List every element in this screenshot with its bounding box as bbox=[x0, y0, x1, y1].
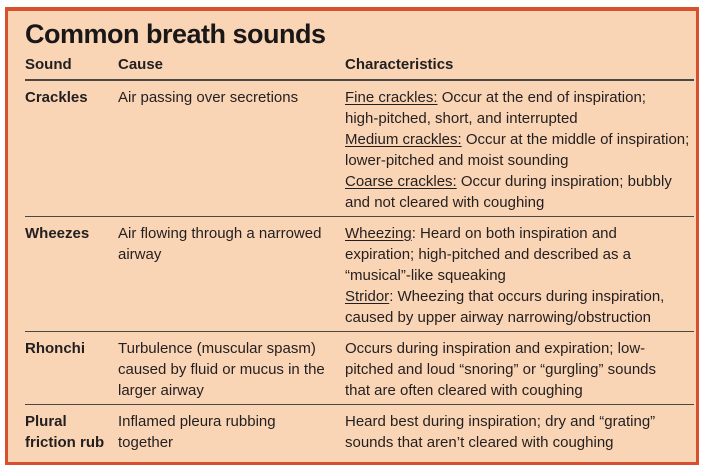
characteristics-text: Heard best during inspiration; dry and “grating” sounds that aren’t cleared with coughing bbox=[345, 413, 656, 451]
breath-sounds-table-panel bbox=[5, 7, 699, 465]
characteristics-text: Wheezing: Heard on both inspiration and expiration; high-pitched and described as a “musical”-like squeaking Stridor: Wheezing that occurs during inspiration, caused by upper airway narrowing/obstruction bbox=[345, 225, 665, 326]
cause-text: Inflamed pleura rubbing together bbox=[118, 413, 276, 451]
sound-name: Wheezes bbox=[25, 225, 90, 242]
table-row-rhonchi bbox=[25, 331, 694, 404]
table-row-crackles bbox=[25, 81, 694, 216]
page-title: Common breath sounds bbox=[25, 19, 326, 49]
underlined-term: Coarse crackles: bbox=[345, 173, 457, 190]
underlined-term: Fine crackles: bbox=[345, 89, 438, 106]
underlined-term: Wheezing bbox=[345, 225, 412, 242]
underlined-term: Medium crackles: bbox=[345, 131, 462, 148]
cause-text: Air flowing through a narrowed airway bbox=[118, 225, 322, 263]
sound-name: Rhonchi bbox=[25, 340, 85, 357]
sound-name: Crackles bbox=[25, 89, 88, 106]
column-header-characteristics: Characteristics bbox=[345, 56, 454, 73]
underlined-term: Stridor bbox=[345, 288, 390, 305]
column-header-cause: Cause bbox=[118, 56, 164, 73]
table-header-row bbox=[25, 55, 694, 81]
column-header-sound: Sound bbox=[25, 56, 72, 73]
table-row-wheezes bbox=[25, 216, 694, 331]
sound-name: Plural friction rub bbox=[25, 413, 105, 451]
characteristics-text: Fine crackles: Occur at the end of inspiration; high-pitched, short, and interrupted Medium crackles: Occur at the middle of inspiration; lower-pitched and moist sounding Coarse crackles: Occur during inspiration; bubbly and not cleared with coughing bbox=[345, 89, 690, 211]
table-row-plural-friction-rub bbox=[25, 404, 694, 456]
cause-text: Air passing over secretions bbox=[118, 89, 299, 106]
cause-text: Turbulence (muscular spasm) caused by fluid or mucus in the larger airway bbox=[118, 340, 325, 399]
characteristics-text: Occurs during inspiration and expiration; low- pitched and loud “snoring” or “gurgling” sounds that are often cleared with coughing bbox=[345, 340, 657, 399]
